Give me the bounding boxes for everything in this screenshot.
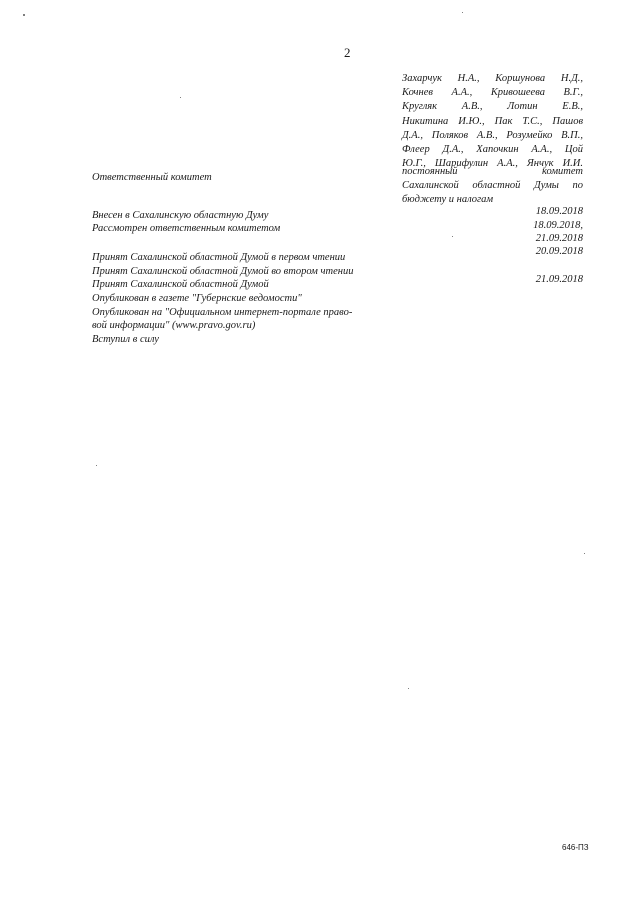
page-number: 2 bbox=[344, 45, 351, 60]
published-gazette-label: Опубликован в газете "Губернские ведомости" bbox=[92, 293, 302, 304]
published-portal-label-2: вой информации" (www.pravo.gov.ru) bbox=[92, 320, 256, 331]
introduced-date: 18.09.2018 bbox=[535, 206, 583, 217]
scan-speck bbox=[408, 688, 409, 689]
committee-value bbox=[402, 165, 583, 207]
committee-label: Ответственный комитет bbox=[92, 172, 212, 183]
scan-speck bbox=[96, 465, 97, 466]
adopted-date: 21.09.2018 bbox=[535, 274, 583, 285]
authors-line: Кочнев А.А., Кривошеева В.Г., bbox=[402, 87, 583, 99]
first-reading-date: 20.09.2018 bbox=[535, 246, 583, 257]
second-reading-label: Принят Сахалинской областной Думой во втором чтении bbox=[92, 266, 354, 277]
reviewed-label: Рассмотрен ответственным комитетом bbox=[92, 223, 281, 234]
committee-line: бюджету и налогам bbox=[402, 194, 494, 205]
committee-line: Сахалинской областной Думы по bbox=[402, 180, 583, 191]
committee-line: постоянный комитет bbox=[402, 166, 583, 177]
scan-speck bbox=[462, 12, 463, 13]
in-force-label: Вступил в силу bbox=[92, 334, 159, 345]
authors-line: Д.А., Поляков А.В., Розумейко В.П., bbox=[402, 129, 583, 141]
published-portal-label-1: Опубликован на "Официальном интернет-портале право- bbox=[92, 307, 353, 318]
introduced-label: Внесен в Сахалинскую областную Думу bbox=[92, 210, 269, 221]
reviewed-date-1: 18.09.2018, bbox=[533, 220, 583, 231]
reviewed-date-2: 21.09.2018 bbox=[535, 233, 583, 244]
adopted-label: Принят Сахалинской областной Думой bbox=[92, 279, 269, 290]
authors-line: Ю.Г., Шарифулин А.А., Янчук И.И. bbox=[402, 158, 583, 170]
scan-speck bbox=[452, 236, 453, 237]
first-reading-label: Принят Сахалинской областной Думой в первом чтении bbox=[92, 252, 346, 263]
authors-line: Кругляк А.В., Лотин Е.В., bbox=[402, 101, 583, 113]
scan-speck bbox=[584, 553, 585, 554]
authors-list bbox=[402, 72, 583, 171]
authors-line: Флеер Д.А., Хапочкин А.А., Цой bbox=[402, 144, 583, 156]
document-code: 646-ПЗ bbox=[562, 843, 589, 852]
authors-line: Никитина И.Ю., Пак Т.С., Пашов bbox=[402, 115, 583, 127]
scan-speck bbox=[23, 14, 25, 16]
authors-line: Захарчук Н.А., Коршунова Н.Д., bbox=[402, 73, 583, 84]
scan-speck bbox=[180, 97, 181, 98]
